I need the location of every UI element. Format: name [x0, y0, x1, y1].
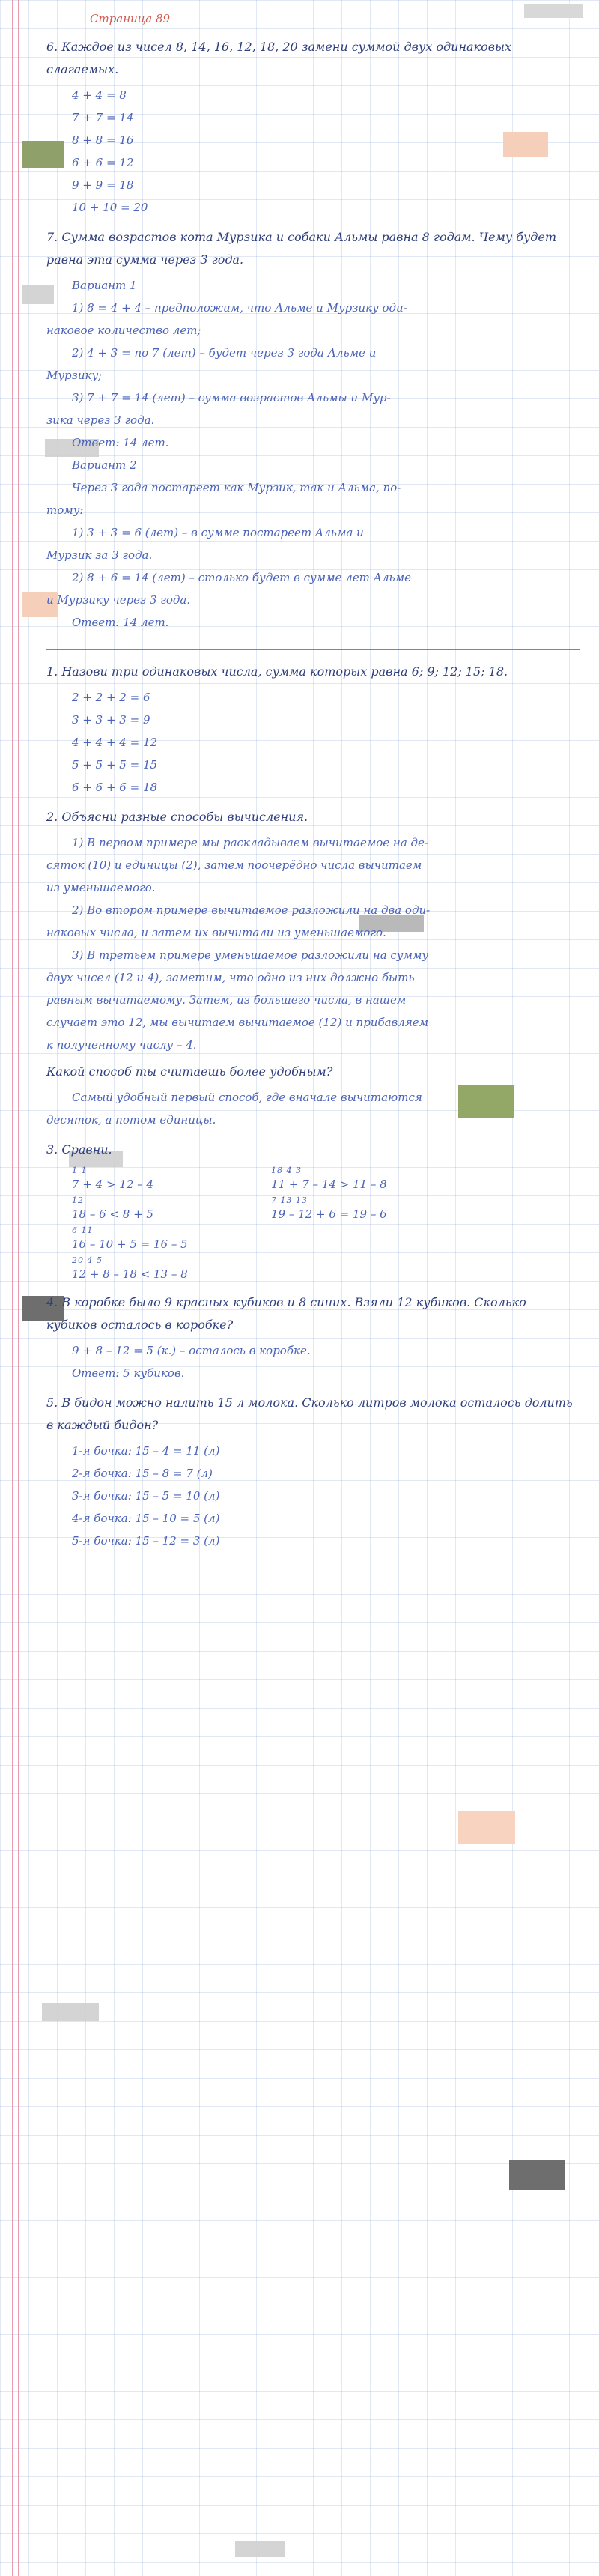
- answer-line: Ответ: 14 лет.: [72, 436, 169, 449]
- task-3-heading: 3. Сравни.: [46, 1142, 112, 1157]
- answer-line: 3 + 3 + 3 = 9: [72, 713, 150, 727]
- variant-2-label: Вариант 2: [72, 458, 137, 472]
- compare-row: [46, 1225, 580, 1254]
- answer-line: наковое количество лет;: [46, 324, 201, 337]
- answer-line: десяток, а потом единицы.: [46, 1113, 216, 1127]
- answer-line: 9 + 8 – 12 = 5 (к.) – осталось в коробке.: [72, 1344, 311, 1357]
- answer-line: равным вычитаемому. Затем, из большего числа, в нашем: [46, 993, 407, 1007]
- answer-line: 2) Во втором примере вычитаемое разложили на два оди-: [72, 903, 431, 917]
- answer-line: 6 + 6 + 6 = 18: [72, 781, 158, 794]
- answer-line: из уменьшаемого.: [46, 881, 156, 894]
- compare-left-expression: 12 + 8 – 18 < 13 – 8: [72, 1267, 188, 1281]
- answer-line: случает это 12, мы вычитаем вычитаемое (12) и прибавляем: [46, 1016, 429, 1029]
- compare-right-expression: 19 – 12 + 6 = 19 – 6: [271, 1207, 387, 1221]
- task-6-heading: 6. Каждое из чисел 8, 14, 16, 12, 18, 20 замени суммой двух одинаковых слагаемых.: [46, 40, 512, 76]
- answer-line: 8 + 8 = 16: [72, 133, 134, 147]
- answer-line: наковых числа, и затем их вычитали из уменьшаемого.: [46, 926, 386, 939]
- answer-line: 2 + 2 + 2 = 6: [72, 691, 150, 704]
- task-5-answers: [46, 1440, 580, 1552]
- task-2-heading: 2. Объясни разные способы вычисления.: [46, 810, 308, 824]
- task-1-heading: 1. Назови три одинаковых числа, сумма которых равна 6; 9; 12; 15; 18.: [46, 664, 508, 679]
- task-7-variant-1-body: [46, 297, 580, 454]
- task-2-answers: [46, 831, 580, 1056]
- answer-line: 3) 7 + 7 = 14 (лет) – сумма возрастов Альмы и Мур-: [72, 391, 391, 404]
- answer-line: 3) В третьем примере уменьшаемое разложили на сумму: [72, 948, 429, 962]
- answer-line: 1) 3 + 3 = 6 (лет) – в сумме постареет Альма и: [72, 526, 364, 539]
- task-7-variant-1: [46, 274, 580, 297]
- answer-line: 3-я бочка: 15 – 5 = 10 (л): [72, 1489, 220, 1503]
- task-3-compare-table: [46, 1166, 580, 1284]
- answer-line: 5 + 5 + 5 = 15: [72, 758, 158, 772]
- page-number: Страница 89: [90, 12, 171, 25]
- answer-line: 2-я бочка: 15 – 8 = 7 (л): [72, 1467, 213, 1480]
- compare-row: [46, 1255, 580, 1284]
- answer-line: Ответ: 14 лет.: [72, 616, 169, 629]
- task-6-answers: [46, 84, 580, 219]
- redaction-block-6: [235, 2541, 285, 2557]
- task-4-answers: [46, 1339, 580, 1384]
- variant-1-label: Вариант 1: [72, 279, 137, 292]
- task-7-variant-2-body: [46, 476, 580, 634]
- compare-right-expression: 11 + 7 – 14 > 11 – 8: [271, 1178, 387, 1191]
- answer-line: 4-я бочка: 15 – 10 = 5 (л): [72, 1512, 220, 1525]
- answer-line: 6 + 6 = 12: [72, 156, 134, 169]
- answer-line: тому:: [46, 503, 84, 517]
- compare-left-expression: 18 – 6 < 8 + 5: [72, 1207, 153, 1221]
- answer-line: и Мурзику через 3 года.: [46, 593, 191, 607]
- answer-line: к полученному числу – 4.: [46, 1038, 197, 1052]
- answer-line: 1) В первом примере мы раскладываем вычитаемое на де-: [72, 836, 428, 849]
- compare-left-annotation: 1 1: [72, 1166, 88, 1175]
- redaction-block-5: [42, 2003, 99, 2021]
- task-2-question: Какой способ ты считаешь более удобным?: [46, 1064, 333, 1079]
- answer-line: 1) 8 = 4 + 4 – предположим, что Альме и Мурзику оди-: [72, 301, 407, 315]
- answer-line: 10 + 10 = 20: [72, 201, 148, 214]
- compare-right-annotation: 7 13 13: [271, 1195, 308, 1205]
- answer-line: 7 + 7 = 14: [72, 111, 134, 124]
- answer-line: 9 + 9 = 18: [72, 178, 134, 192]
- compare-row: [46, 1195, 580, 1224]
- answer-line: Мурзик за 3 года.: [46, 548, 153, 562]
- answer-line: сяток (10) и единицы (2), затем поочерёдно числа вычитаем: [46, 858, 422, 872]
- answer-line: 4 + 4 + 4 = 12: [72, 736, 158, 749]
- compare-left-annotation: 6 11: [72, 1225, 94, 1235]
- highlight-block-peach-3: [458, 1811, 515, 1844]
- answer-line: Через 3 года постареет как Мурзик, так и Альма, по-: [72, 481, 401, 494]
- compare-left-annotation: 12: [72, 1195, 84, 1205]
- task-1-answers: [46, 686, 580, 798]
- answer-line: 2) 4 + 3 = по 7 (лет) – будет через 3 года Альме и: [72, 346, 377, 360]
- answer-line: Ответ: 5 кубиков.: [72, 1366, 185, 1380]
- compare-left-expression: 7 + 4 > 12 – 4: [72, 1178, 153, 1191]
- compare-left-annotation: 20 4 5: [72, 1255, 103, 1265]
- task-7-variant-2: [46, 454, 580, 476]
- section-divider: [46, 649, 580, 650]
- task-2-conclusion: [46, 1086, 580, 1131]
- compare-row: [46, 1166, 580, 1194]
- answer-line: зика через 3 года.: [46, 413, 155, 427]
- compare-left-expression: 16 – 10 + 5 = 16 – 5: [72, 1237, 188, 1251]
- answer-line: 4 + 4 = 8: [72, 88, 127, 102]
- answer-line: 1-я бочка: 15 – 4 = 11 (л): [72, 1444, 220, 1458]
- task-7-heading: 7. Сумма возрастов кота Мурзика и собаки Альмы равна 8 годам. Чему будет равна эта сумма через 3 года.: [46, 230, 557, 267]
- task-4-heading: 4. В коробке было 9 красных кубиков и 8 синих. Взяли 12 кубиков. Сколько кубиков осталось в коробке?: [46, 1295, 526, 1332]
- task-5-heading: 5. В бидон можно налить 15 л молока. Сколько литров молока осталось долить в каждый бидон?: [46, 1395, 573, 1432]
- answer-line: Мурзику;: [46, 369, 103, 382]
- answer-line: 5-я бочка: 15 – 12 = 3 (л): [72, 1534, 220, 1548]
- answer-line: Самый удобный первый способ, где вначале вычитаются: [72, 1091, 422, 1104]
- compare-right-annotation: 18 4 3: [271, 1166, 302, 1175]
- answer-line: 2) 8 + 6 = 14 (лет) – столько будет в сумме лет Альме: [72, 571, 411, 584]
- redaction-block-dark-2: [509, 2160, 565, 2190]
- answer-line: двух чисел (12 и 4), заметим, что одно из них должно быть: [46, 971, 415, 984]
